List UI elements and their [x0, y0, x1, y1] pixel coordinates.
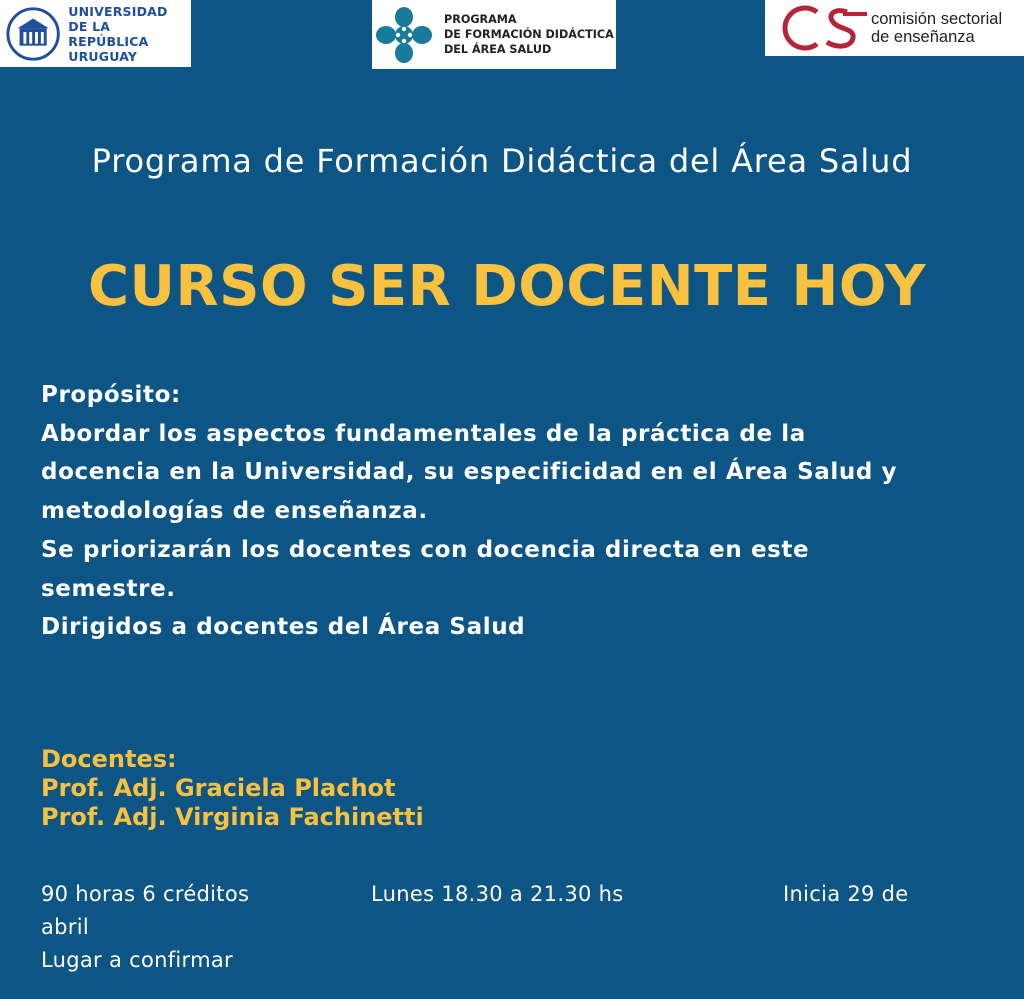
cse-line-2: de enseñanza: [871, 28, 975, 46]
udelar-name: [68, 4, 191, 64]
hours-credits: 90 horas 6 créditos: [41, 882, 250, 906]
pfd-line-2: DE FORMACIÓN DIDÁCTICA: [444, 28, 614, 41]
cse-monogram-icon: [777, 2, 869, 54]
medical-cross-icon: [374, 5, 434, 65]
udelar-logo: [0, 0, 191, 67]
purpose-line: semestre.: [41, 575, 176, 602]
cse-name: [871, 10, 1002, 46]
university-building-icon: [6, 6, 60, 62]
pfd-line-3: DEL ÁREA SALUD: [444, 43, 552, 56]
udelar-line-3: URUGUAY: [68, 48, 138, 64]
udelar-line-2: DE LA REPÚBLICA: [68, 18, 149, 49]
program-subtitle: Programa de Formación Didáctica del Área Salud: [91, 142, 913, 180]
schedule: Lunes 18.30 a 21.30 hs: [371, 882, 624, 906]
course-title: CURSO SER DOCENTE HOY: [87, 254, 927, 319]
purpose-section: [41, 376, 1001, 647]
teacher-name: Prof. Adj. Virginia Fachinetti: [41, 803, 424, 831]
pfd-logo: [372, 0, 616, 69]
pfd-name: [444, 12, 614, 57]
purpose-heading: Propósito:: [41, 382, 181, 408]
start-date: Inicia 29 de: [783, 882, 909, 906]
purpose-line: metodologías de enseñanza.: [41, 498, 428, 525]
teacher-name: Prof. Adj. Graciela Plachot: [41, 774, 396, 802]
purpose-line: Dirigidos a docentes del Área Salud: [41, 614, 526, 641]
cse-logo: [765, 0, 1024, 56]
cse-line-1: comisión sectorial: [871, 10, 1003, 28]
udelar-line-1: UNIVERSIDAD: [68, 3, 168, 19]
purpose-line: docencia en la Universidad, su especificidad en el Área Salud y: [41, 459, 898, 486]
purpose-line: Abordar los aspectos fundamentales de la práctica de la: [41, 420, 806, 447]
teachers-heading: Docentes:: [41, 745, 177, 773]
purpose-line: Se priorizarán los docentes con docencia directa en este: [41, 536, 810, 563]
teachers-section: [41, 745, 424, 832]
location: Lugar a confirmar: [41, 948, 233, 972]
pfd-line-1: PROGRAMA: [444, 13, 517, 26]
start-date-continued: abril: [41, 915, 90, 939]
